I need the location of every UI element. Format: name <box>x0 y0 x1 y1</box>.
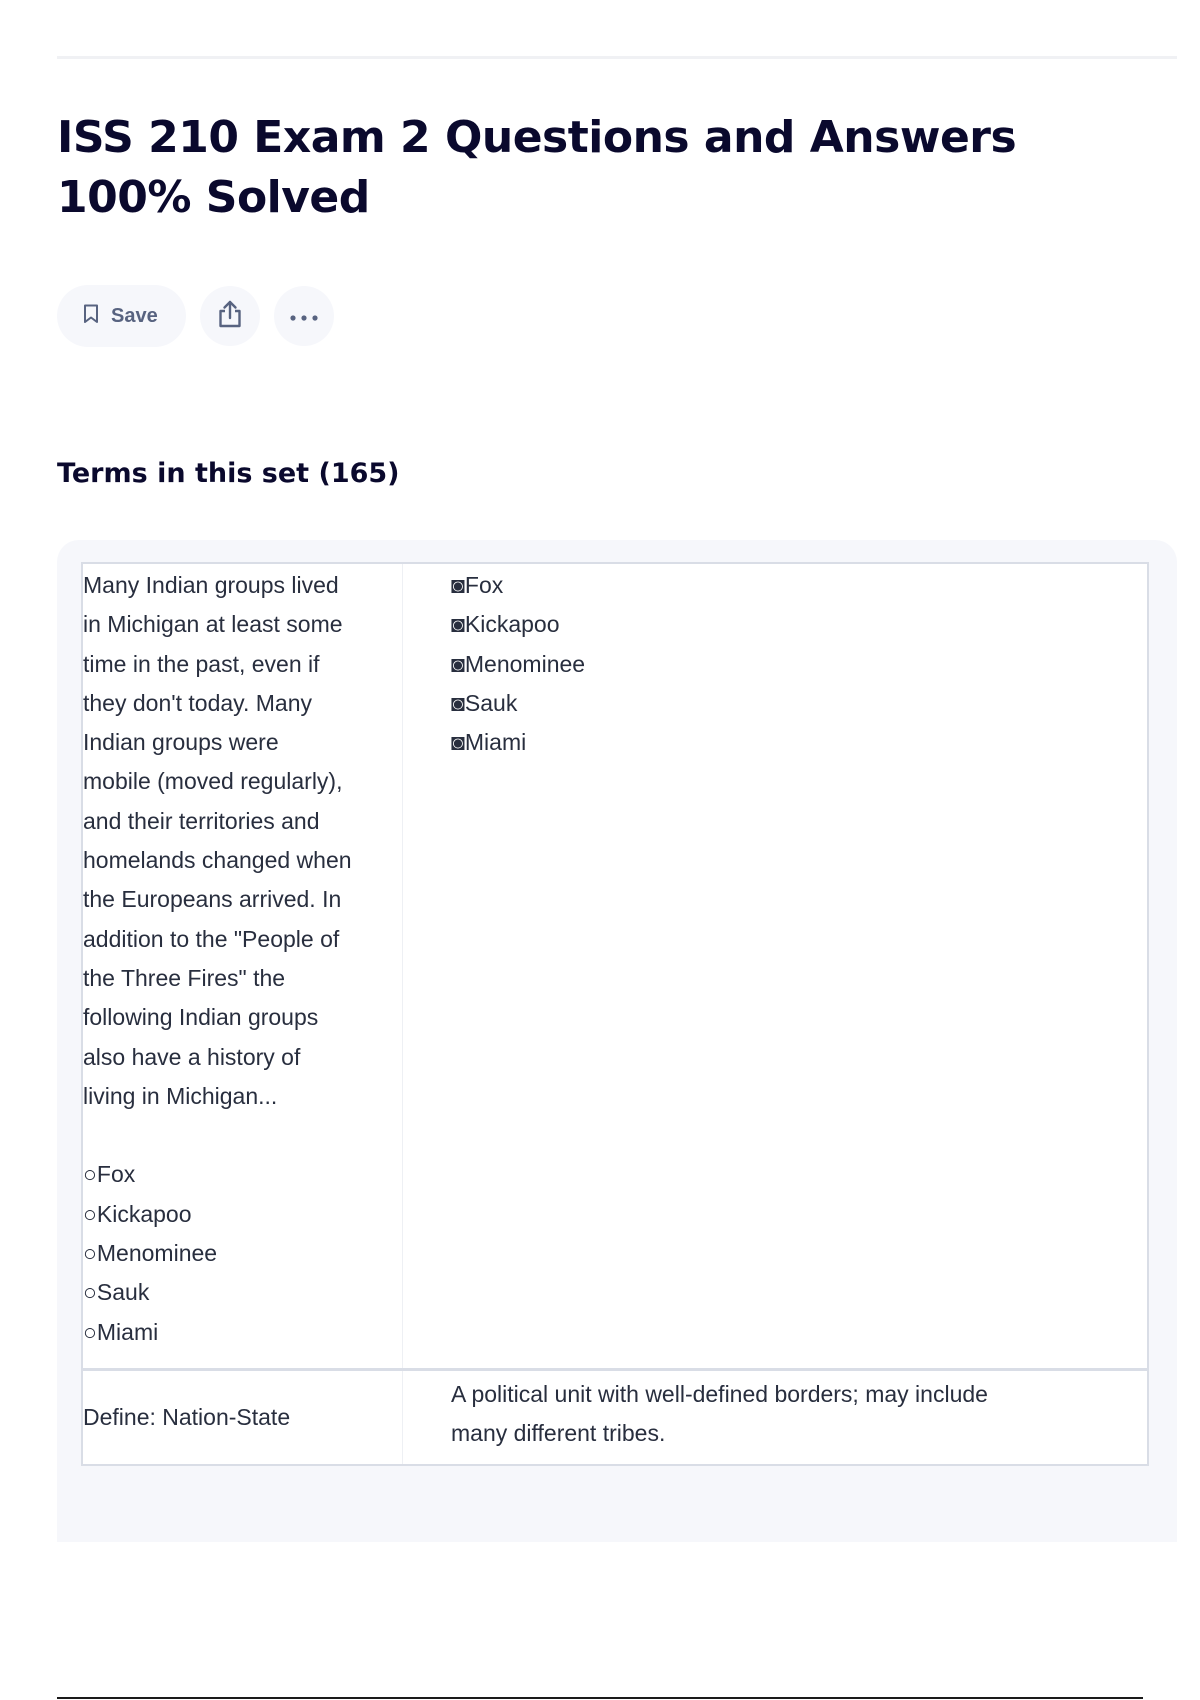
bottom-divider <box>57 1697 1143 1699</box>
definition-text: A political unit with well-defined borders; may include many different tribes. <box>451 1381 988 1447</box>
share-icon <box>216 299 244 333</box>
share-button[interactable] <box>200 286 260 346</box>
save-button[interactable] <box>57 285 186 347</box>
terms-heading: Terms in this set (165) <box>57 458 400 489</box>
term-card[interactable] <box>81 562 1149 1370</box>
term-text: Define: Nation-State <box>83 1371 403 1464</box>
definition-text: ◙Fox ◙Kickapoo ◙Menominee ◙Sauk ◙Miami <box>451 572 586 756</box>
more-icon <box>289 307 319 326</box>
page-title: ISS 210 Exam 2 Questions and Answers 100% Solved <box>57 112 1017 223</box>
action-bar <box>57 285 334 347</box>
bookmark-icon <box>83 304 99 328</box>
terms-list <box>57 540 1177 1542</box>
term-card[interactable] <box>81 1369 1149 1466</box>
more-options-button[interactable] <box>274 286 334 346</box>
top-divider <box>57 56 1177 59</box>
term-text: Many Indian groups lived in Michigan at least some time in the past, even if they don't today. Many Indian groups were mobile (moved regularly), and their territories and homelands changed when the Europeans arrived. In addition to the "People of the Three Fires" the following Indian groups also have a history of living in Michigan... ○Fox ○Kickapoo ○Menominee ○Sauk ○Miami <box>83 564 403 1368</box>
save-button-label: Save <box>111 304 158 327</box>
